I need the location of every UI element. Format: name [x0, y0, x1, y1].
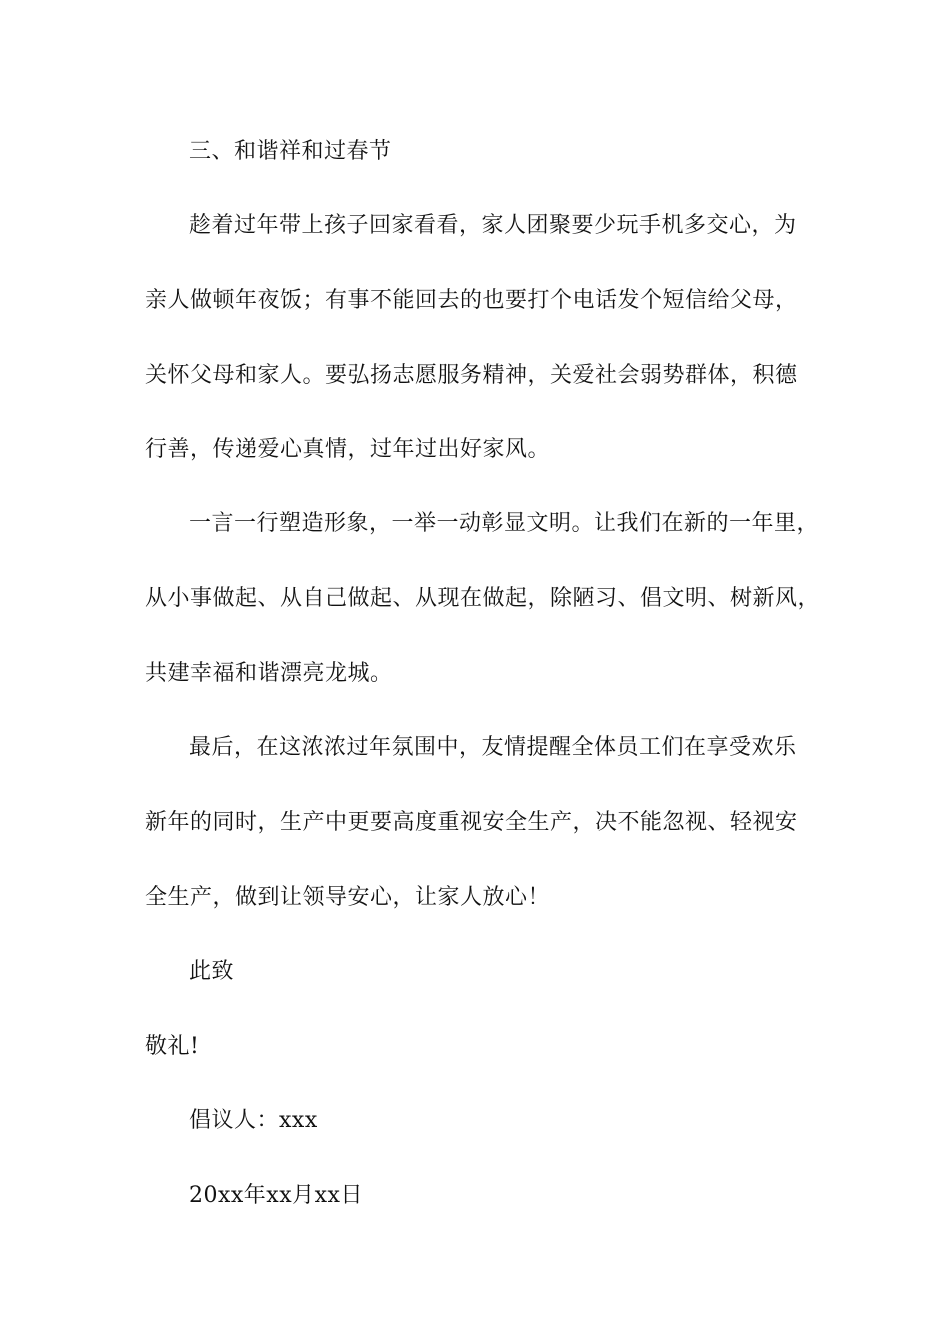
paragraph-line: 新年的同时，生产中更要高度重视安全生产，决不能忽视、轻视安	[145, 810, 798, 835]
date-text: 20xx年xx月xx日	[189, 1183, 363, 1208]
paragraph-line: 共建幸福和谐漂亮龙城。	[145, 661, 393, 686]
closing-text: 此致	[189, 959, 235, 984]
paragraph-line: 行善，传递爱心真情，过年过出好家风。	[145, 437, 551, 462]
salute-text: 敬礼!	[145, 1034, 200, 1059]
paragraph-line: 从小事做起、从自己做起、从现在做起，除陋习、倡文明、树新风，	[145, 586, 821, 611]
paragraph-line: 全生产，做到让领导安心，让家人放心！	[145, 885, 551, 910]
paragraph-line: 趁着过年带上孩子回家看看，家人团聚要少玩手机多交心，为	[189, 213, 797, 238]
signature-text: 倡议人：xxx	[189, 1108, 318, 1133]
paragraph-line: 亲人做顿年夜饭；有事不能回去的也要打个电话发个短信给父母，	[145, 288, 798, 313]
section-heading: 三、和谐祥和过春节	[189, 139, 392, 164]
paragraph-line: 关怀父母和家人。要弘扬志愿服务精神，关爱社会弱势群体，积德	[145, 363, 798, 388]
paragraph-line: 最后，在这浓浓过年氛围中，友情提醒全体员工们在享受欢乐	[189, 735, 797, 760]
paragraph-line: 一言一行塑造形象，一举一动彰显文明。让我们在新的一年里，	[189, 511, 820, 536]
